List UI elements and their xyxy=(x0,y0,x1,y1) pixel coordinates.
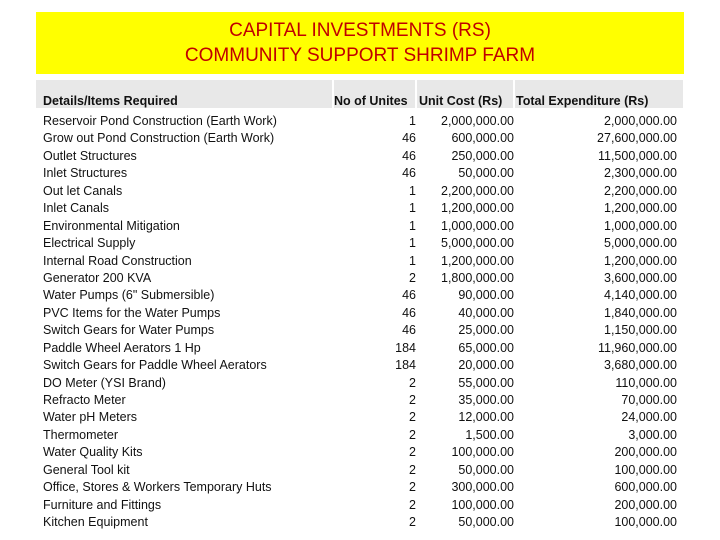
table-row xyxy=(0,340,720,357)
cell-total: 24,000.00 xyxy=(621,410,677,425)
cell-item: PVC Items for the Water Pumps xyxy=(43,305,221,320)
title-banner xyxy=(36,12,684,74)
cell-total: 1,200,000.00 xyxy=(604,201,677,216)
cell-qty: 46 xyxy=(402,305,416,320)
cell-total: 2,200,000.00 xyxy=(604,183,677,198)
cell-total: 3,000.00 xyxy=(628,427,677,442)
cell-unit-cost: 1,800,000.00 xyxy=(441,270,514,285)
table-row xyxy=(0,235,720,252)
cell-qty: 1 xyxy=(409,253,416,268)
cell-unit-cost: 1,000,000.00 xyxy=(441,218,514,233)
cell-item: General Tool kit xyxy=(43,462,130,477)
table-row xyxy=(0,462,720,479)
cell-qty: 2 xyxy=(409,410,416,425)
table-row xyxy=(0,270,720,287)
cell-unit-cost: 1,200,000.00 xyxy=(441,253,514,268)
cell-qty: 1 xyxy=(409,236,416,251)
cell-qty: 2 xyxy=(409,515,416,530)
table-row xyxy=(0,427,720,444)
cell-total: 2,000,000.00 xyxy=(604,114,677,128)
table-row xyxy=(0,183,720,200)
cell-total: 200,000.00 xyxy=(614,445,677,460)
cell-qty: 2 xyxy=(409,445,416,460)
cell-qty: 46 xyxy=(402,131,416,146)
cell-qty: 46 xyxy=(402,148,416,163)
cell-total: 5,000,000.00 xyxy=(604,236,677,251)
cell-total: 110,000.00 xyxy=(615,375,677,390)
cell-qty: 2 xyxy=(409,427,416,442)
table-row xyxy=(0,357,720,374)
table-row xyxy=(0,130,720,147)
cell-item: Switch Gears for Paddle Wheel Aerators xyxy=(43,358,267,373)
table-row xyxy=(0,253,720,270)
table-row xyxy=(0,305,720,322)
table-row xyxy=(0,218,720,235)
cell-unit-cost: 50,000.00 xyxy=(458,166,514,181)
header-total: Total Expenditure (Rs) xyxy=(516,94,649,108)
table-row xyxy=(0,148,720,165)
cell-total: 11,960,000.00 xyxy=(597,340,677,355)
cell-qty: 1 xyxy=(409,218,416,233)
table-row xyxy=(0,392,720,409)
cell-unit-cost: 55,000.00 xyxy=(458,375,514,390)
cell-item: Out let Canals xyxy=(43,183,123,198)
cell-total: 1,840,000.00 xyxy=(604,305,677,320)
cell-unit-cost: 50,000.00 xyxy=(458,462,514,477)
cell-item: Water pH Meters xyxy=(43,410,138,425)
cell-total: 1,000,000.00 xyxy=(604,218,677,233)
cell-item: Furniture and Fittings xyxy=(43,497,162,512)
cell-total: 100,000.00 xyxy=(614,515,677,530)
cell-qty: 2 xyxy=(409,270,416,285)
cell-unit-cost: 1,500.00 xyxy=(465,427,514,442)
table-row xyxy=(0,200,720,217)
title-line-2: COMMUNITY SUPPORT SHRIMP FARM xyxy=(184,45,536,66)
cell-unit-cost: 1,200,000.00 xyxy=(441,201,514,216)
cell-unit-cost: 12,000.00 xyxy=(458,410,514,425)
table-row xyxy=(0,479,720,496)
cell-qty: 2 xyxy=(409,462,416,477)
cell-item: Paddle Wheel Aerators 1 Hp xyxy=(43,340,201,355)
cell-unit-cost: 100,000.00 xyxy=(451,445,514,460)
cell-total: 70,000.00 xyxy=(621,393,677,407)
cell-item: Inlet Canals xyxy=(43,201,110,216)
cell-unit-cost: 250,000.00 xyxy=(451,148,514,163)
cell-unit-cost: 100,000.00 xyxy=(451,497,514,512)
header-unit-cost: Unit Cost (Rs) xyxy=(419,94,503,108)
cell-total: 1,200,000.00 xyxy=(604,253,677,268)
cell-item: Environmental Mitigation xyxy=(43,218,180,233)
cell-unit-cost: 25,000.00 xyxy=(458,323,514,338)
cell-total: 27,600,000.00 xyxy=(597,131,677,146)
cell-total: 1,150,000.00 xyxy=(604,323,677,338)
cell-item: Kitchen Equipment xyxy=(43,515,148,530)
cell-total: 200,000.00 xyxy=(614,497,677,512)
cell-unit-cost: 300,000.00 xyxy=(451,480,514,495)
cell-qty: 1 xyxy=(409,201,416,216)
cell-item: Refracto Meter xyxy=(43,393,126,407)
table-body xyxy=(0,113,720,532)
table-row xyxy=(0,165,720,182)
table-row xyxy=(0,444,720,461)
table-row xyxy=(0,322,720,339)
cell-unit-cost: 2,000,000.00 xyxy=(441,114,514,128)
table-row xyxy=(0,497,720,514)
table-row xyxy=(0,375,720,392)
table-row xyxy=(0,113,720,130)
cell-unit-cost: 50,000.00 xyxy=(458,515,514,530)
header-qty: No of Unites xyxy=(334,94,408,108)
cell-item: DO Meter (YSI Brand) xyxy=(43,375,166,390)
cell-total: 600,000.00 xyxy=(614,480,677,495)
cell-item: Reservoir Pond Construction (Earth Work) xyxy=(43,114,277,128)
cell-total: 11,500,000.00 xyxy=(597,148,677,163)
cell-item: Outlet Structures xyxy=(43,148,137,163)
cell-item: Generator 200 KVA xyxy=(43,270,152,285)
cell-qty: 2 xyxy=(409,393,416,407)
cell-item: Internal Road Construction xyxy=(43,253,192,268)
cell-total: 3,600,000.00 xyxy=(604,270,677,285)
cell-qty: 2 xyxy=(409,497,416,512)
cell-total: 2,300,000.00 xyxy=(604,166,677,181)
cell-qty: 46 xyxy=(402,323,416,338)
cell-item: Water Pumps (6" Submersible) xyxy=(43,288,215,303)
table-row xyxy=(0,409,720,426)
cell-unit-cost: 35,000.00 xyxy=(458,393,514,407)
title-line-1: CAPITAL INVESTMENTS (RS) xyxy=(229,20,491,41)
cell-total: 100,000.00 xyxy=(614,462,677,477)
cell-qty: 46 xyxy=(402,288,416,303)
cell-qty: 46 xyxy=(402,166,416,181)
cell-unit-cost: 65,000.00 xyxy=(458,340,514,355)
cell-item: Office, Stores & Workers Temporary Huts xyxy=(43,480,272,495)
cell-item: Grow out Pond Construction (Earth Work) xyxy=(43,131,275,146)
cell-qty: 1 xyxy=(409,114,416,128)
cell-qty: 184 xyxy=(395,340,416,355)
cell-qty: 1 xyxy=(409,183,416,198)
table-row xyxy=(0,514,720,531)
cell-unit-cost: 90,000.00 xyxy=(458,288,514,303)
cell-total: 3,680,000.00 xyxy=(604,358,677,373)
cell-unit-cost: 40,000.00 xyxy=(458,305,514,320)
cell-item: Electrical Supply xyxy=(43,236,136,251)
cell-qty: 184 xyxy=(395,358,416,373)
cell-item: Water Quality Kits xyxy=(43,445,143,460)
cell-unit-cost: 20,000.00 xyxy=(458,358,514,373)
cell-total: 4,140,000.00 xyxy=(604,288,677,303)
cell-item: Switch Gears for Water Pumps xyxy=(43,323,215,338)
cell-unit-cost: 5,000,000.00 xyxy=(441,236,514,251)
cell-unit-cost: 2,200,000.00 xyxy=(441,183,514,198)
cell-item: Thermometer xyxy=(43,427,119,442)
cell-qty: 2 xyxy=(409,375,416,390)
table-row xyxy=(0,287,720,304)
header-item: Details/Items Required xyxy=(43,94,178,108)
cell-qty: 2 xyxy=(409,480,416,495)
cell-unit-cost: 600,000.00 xyxy=(451,131,514,146)
cell-item: Inlet Structures xyxy=(43,166,128,181)
